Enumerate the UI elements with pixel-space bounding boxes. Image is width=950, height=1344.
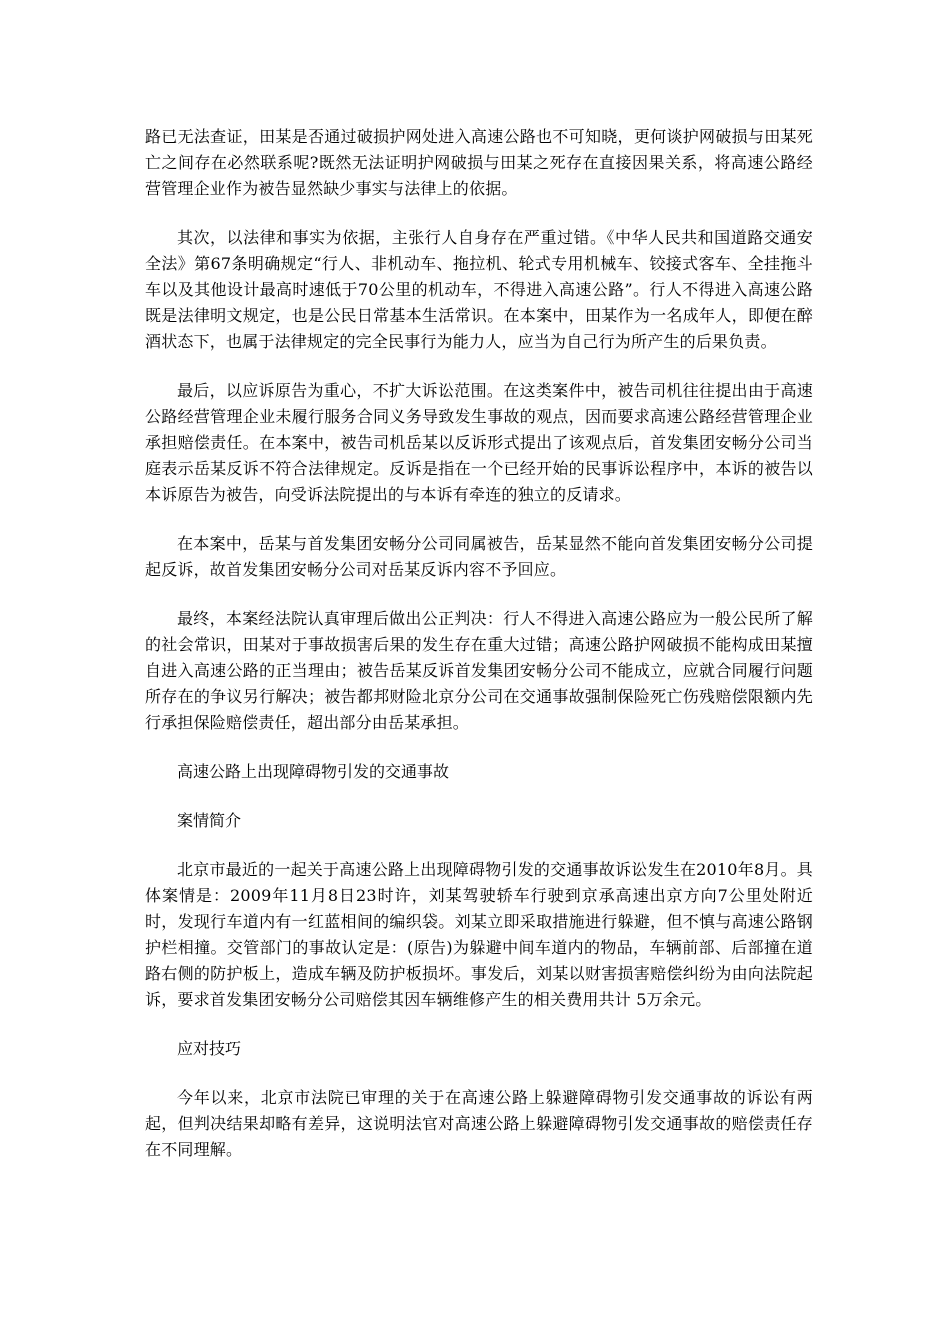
section-heading-obstacle-accident: 高速公路上出现障碍物引发的交通事故 — [177, 762, 450, 781]
paragraph-judgment: 最终，本案经法院认真审理后做出公正判决：行人不得进入高速公路应为一般公民所了解的社会常识，田某对于事故损害后果的发生存在重大过错；高速公路护网破损不能构成田某擅自进入高速公路的正当理由；被告岳某反诉首发集团安畅分公司不能成立，应就合同履行问题所存在的争议另行解决；被告都邦财险北京分公司在交通事故强制保险死亡伤残赔偿限额内先行承担保险赔偿责任，超出部分由岳某承担。 — [145, 609, 813, 732]
paragraph-counterclaim: 最后，以应诉原告为重心，不扩大诉讼范围。在这类案件中，被告司机往往提出由于高速公路经营管理企业未履行服务合同义务导致发生事故的观点，因而要求高速公路经营管理企业承担赔偿责任。在本案中，被告司机岳某以反诉形式提出了该观点后，首发集团安畅分公司当庭表示岳某反诉不符合法律规定。反诉是指在一个已经开始的民事诉讼程序中，本诉的被告以本诉原告为被告，向受诉法院提出的与本诉有牵连的独立的反请求。 — [145, 381, 813, 504]
paragraph-continuation: 路已无法查证，田某是否通过破损护网处进入高速公路也不可知晓，更何谈护网破损与田某死亡之间存在必然联系呢?既然无法证明护网破损与田某之死存在直接因果关系，将高速公路经营管理企业作为被告显然缺少事实与法律上的依据。 — [145, 127, 813, 198]
document-body — [145, 124, 813, 1186]
paragraph-case-summary: 北京市最近的一起关于高速公路上出现障碍物引发的交通事故诉讼发生在2010年8月。具体案情是：2009年11月8日23时许，刘某驾驶轿车行驶到京承高速出京方向7公里处附近时，发现行车道内有一红蓝相间的编织袋。刘某立即采取措施进行躲避，但不慎与高速公路钢护栏相撞。交管部门的事故认定是：(原告)为躲避中间车道内的物品，车辆前部、后部撞在道路右侧的防护板上，造成车辆及防护板损坏。事发后，刘某以财害损害赔偿纠纷为由向法院起诉，要求首发集团安畅分公司赔偿其因车辆维修产生的相关费用共计 5万余元。 — [145, 860, 813, 1009]
paragraph-codefendant: 在本案中，岳某与首发集团安畅分公司同属被告，岳某显然不能向首发集团安畅分公司提起反诉，故首发集团安畅分公司对岳某反诉内容不予回应。 — [145, 534, 813, 579]
section-heading-response-tips: 应对技巧 — [177, 1039, 242, 1058]
section-heading-case-summary: 案情简介 — [177, 811, 242, 830]
paragraph-pedestrian-fault: 其次，以法律和事实为依据，主张行人自身存在严重过错。《中华人民共和国道路交通安全法》第67条明确规定“行人、非机动车、拖拉机、轮式专用机械车、铰接式客车、全挂拖斗车以及其他设计最高时速低于70公里的机动车，不得进入高速公路”。行人不得进入高速公路既是法律明文规定，也是公民日常基本生活常识。在本案中，田某作为一名成年人，即便在醉酒状态下，也属于法律规定的完全民事行为能力人，应当为自己行为所产生的后果负责。 — [145, 228, 813, 351]
paragraph-response-tips: 今年以来，北京市法院已审理的关于在高速公路上躲避障碍物引发交通事故的诉讼有两起，但判决结果却略有差异，这说明法官对高速公路上躲避障碍物引发交通事故的赔偿责任存在不同理解。 — [145, 1088, 813, 1159]
